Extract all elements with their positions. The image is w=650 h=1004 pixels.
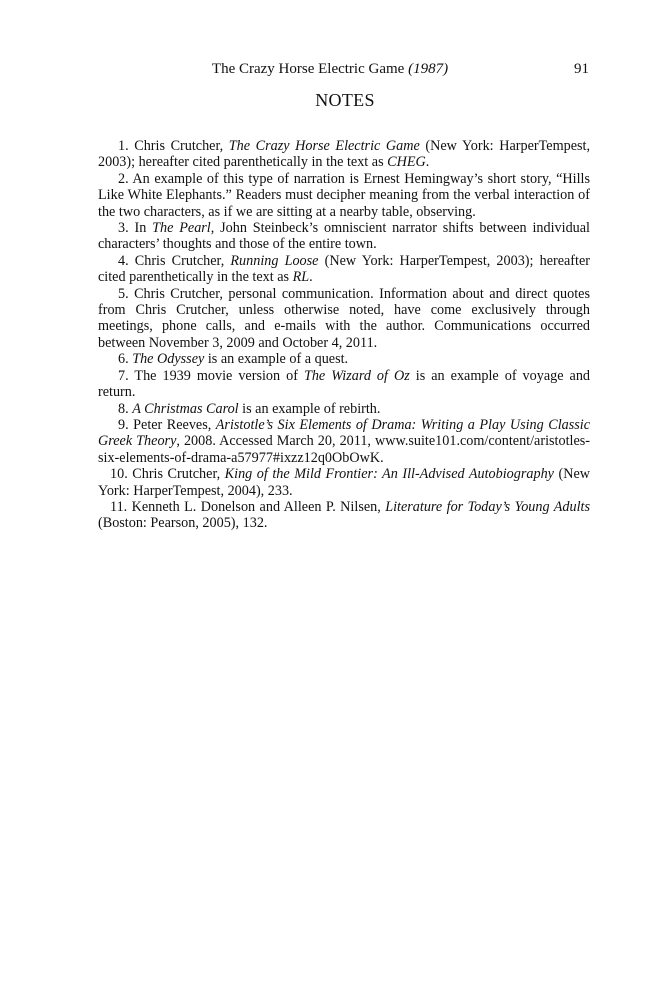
running-head-year: (1987)	[408, 61, 449, 77]
note-number: 9.	[118, 416, 129, 433]
note-number: 8.	[118, 400, 129, 417]
note-italic-text: Running Loose	[230, 252, 319, 269]
note-text: Kenneth L. Donelson and Alleen P. Nilsen,	[131, 498, 386, 515]
note-item	[98, 220, 590, 253]
note-number: 11.	[110, 498, 128, 515]
note-item	[98, 286, 590, 352]
note-item	[98, 368, 590, 401]
note-italic-text: The Odyssey	[132, 351, 205, 368]
note-number: 6.	[118, 351, 129, 368]
note-italic-text: King of the Mild Frontier: An Ill-Advised Autobiography	[224, 466, 554, 483]
note-item	[98, 417, 590, 466]
note-item	[98, 401, 590, 417]
running-head-title	[0, 59, 650, 79]
running-head	[0, 59, 650, 79]
note-item	[98, 253, 590, 286]
note-number: 2.	[118, 170, 129, 187]
note-text: Chris Crutcher, personal communication. Information about and direct quotes from Chris Crutcher, unless otherwise noted, have come exclusively through meetings, phone calls, and e-mails with the author. Communications occurred between November 3, 2009 and October 4, 2011.	[98, 285, 590, 351]
note-item	[98, 171, 590, 220]
note-text: is an example of a quest.	[204, 351, 349, 368]
note-number: 1.	[118, 138, 129, 154]
note-text: is an example of voyage and return.	[98, 367, 591, 401]
note-italic-text: RL	[292, 269, 310, 286]
note-italic-text: CHEG	[387, 154, 426, 171]
note-number: 3.	[118, 220, 129, 237]
note-text: Peter Reeves,	[133, 416, 216, 433]
note-item	[98, 351, 590, 367]
note-text: .	[309, 269, 313, 286]
note-italic-text: Aristotle’s Six Elements of Drama: Writing a Play Using Classic Greek Theory	[98, 416, 591, 450]
note-text: Chris Crutcher,	[134, 252, 231, 269]
note-number: 5.	[118, 285, 129, 302]
note-italic-text: The Crazy Horse Electric Game	[228, 138, 420, 154]
note-text: is an example of rebirth.	[238, 400, 381, 417]
note-text: .	[425, 154, 430, 171]
note-text: In	[134, 220, 153, 237]
note-item	[98, 466, 590, 499]
note-number: 10.	[110, 466, 128, 483]
note-number: 7.	[118, 367, 129, 384]
notes-list	[98, 138, 590, 532]
note-text: Chris Crutcher,	[132, 466, 225, 483]
note-italic-text: The Pearl	[152, 220, 211, 237]
page-number: 91	[574, 61, 589, 77]
note-number: 4.	[118, 252, 129, 269]
note-item	[98, 138, 590, 171]
note-text: An example of this type of narration is Ernest Hemingway’s short story, “Hills Like White Elephants.” Readers must decipher meaning from the verbal interaction of the two characters, as if we are sitting at a nearby table, observing.	[98, 170, 590, 220]
running-head-book-title: The Crazy Horse Electric Game	[211, 61, 405, 77]
note-text: (New York: HarperTempest, 2003); hereafter cited parenthetically in the text as	[98, 138, 590, 171]
note-italic-text: The Wizard of Oz	[303, 367, 410, 384]
note-text: , John Steinbeck’s omniscient narrator shifts between individual characters’ thoughts and those of the entire town.	[98, 220, 590, 253]
note-item	[98, 499, 590, 532]
note-text: (New York: HarperTempest, 2003); hereafter cited parenthetically in the text as	[98, 252, 590, 286]
note-text: Chris Crutcher,	[134, 138, 229, 154]
note-italic-text: Literature for Today’s Young Adults	[385, 498, 590, 515]
note-text: The 1939 movie version of	[134, 367, 304, 384]
note-text: (New York: HarperTempest, 2004), 233.	[98, 466, 591, 499]
section-title: NOTES	[315, 90, 375, 110]
note-italic-text: A Christmas Carol	[132, 400, 239, 417]
note-text: , 2008. Accessed March 20, 2011, www.suite101.com/content/aristotles-six-elements-of-drama-a57977#ixzz12q0ObOwK.	[98, 433, 591, 466]
note-text: (Boston: Pearson, 2005), 132.	[98, 515, 268, 532]
